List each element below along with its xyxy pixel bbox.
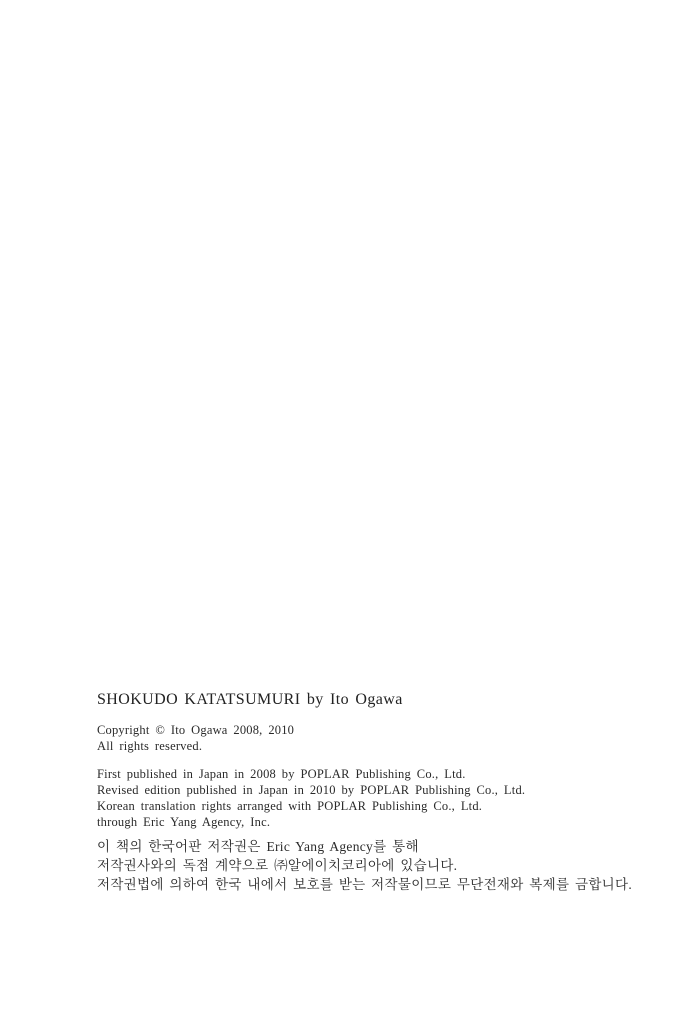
book-title: SHOKUDO KATATSUMURI by Ito Ogawa bbox=[97, 691, 403, 708]
publication-history-section bbox=[97, 766, 637, 830]
korean-notice-line-1: 이 책의 한국어판 저작권은 Eric Yang Agency를 통해 bbox=[97, 839, 419, 854]
rights-reserved-line: All rights reserved. bbox=[97, 739, 203, 753]
copyright-section bbox=[97, 722, 637, 754]
first-published-line: First published in Japan in 2008 by POPLAR Publishing Co., Ltd. bbox=[97, 767, 466, 781]
agency-line: through Eric Yang Agency, Inc. bbox=[97, 815, 271, 829]
korean-notice-line-2: 저작권사와의 독점 계약으로 ㈜알에이치코리아에 있습니다. bbox=[97, 858, 458, 873]
korean-notice-line-3: 저작권법에 의하여 한국 내에서 보호를 받는 저작물이므로 무단전재와 복제를 금합니다. bbox=[97, 877, 633, 892]
korean-translation-rights-line: Korean translation rights arranged with POPLAR Publishing Co., Ltd. bbox=[97, 799, 483, 813]
revised-edition-line: Revised edition published in Japan in 2010 by POPLAR Publishing Co., Ltd. bbox=[97, 783, 526, 797]
copyright-line: Copyright © Ito Ogawa 2008, 2010 bbox=[97, 723, 295, 737]
colophon-block bbox=[97, 692, 637, 894]
korean-rights-notice-section bbox=[97, 837, 637, 894]
